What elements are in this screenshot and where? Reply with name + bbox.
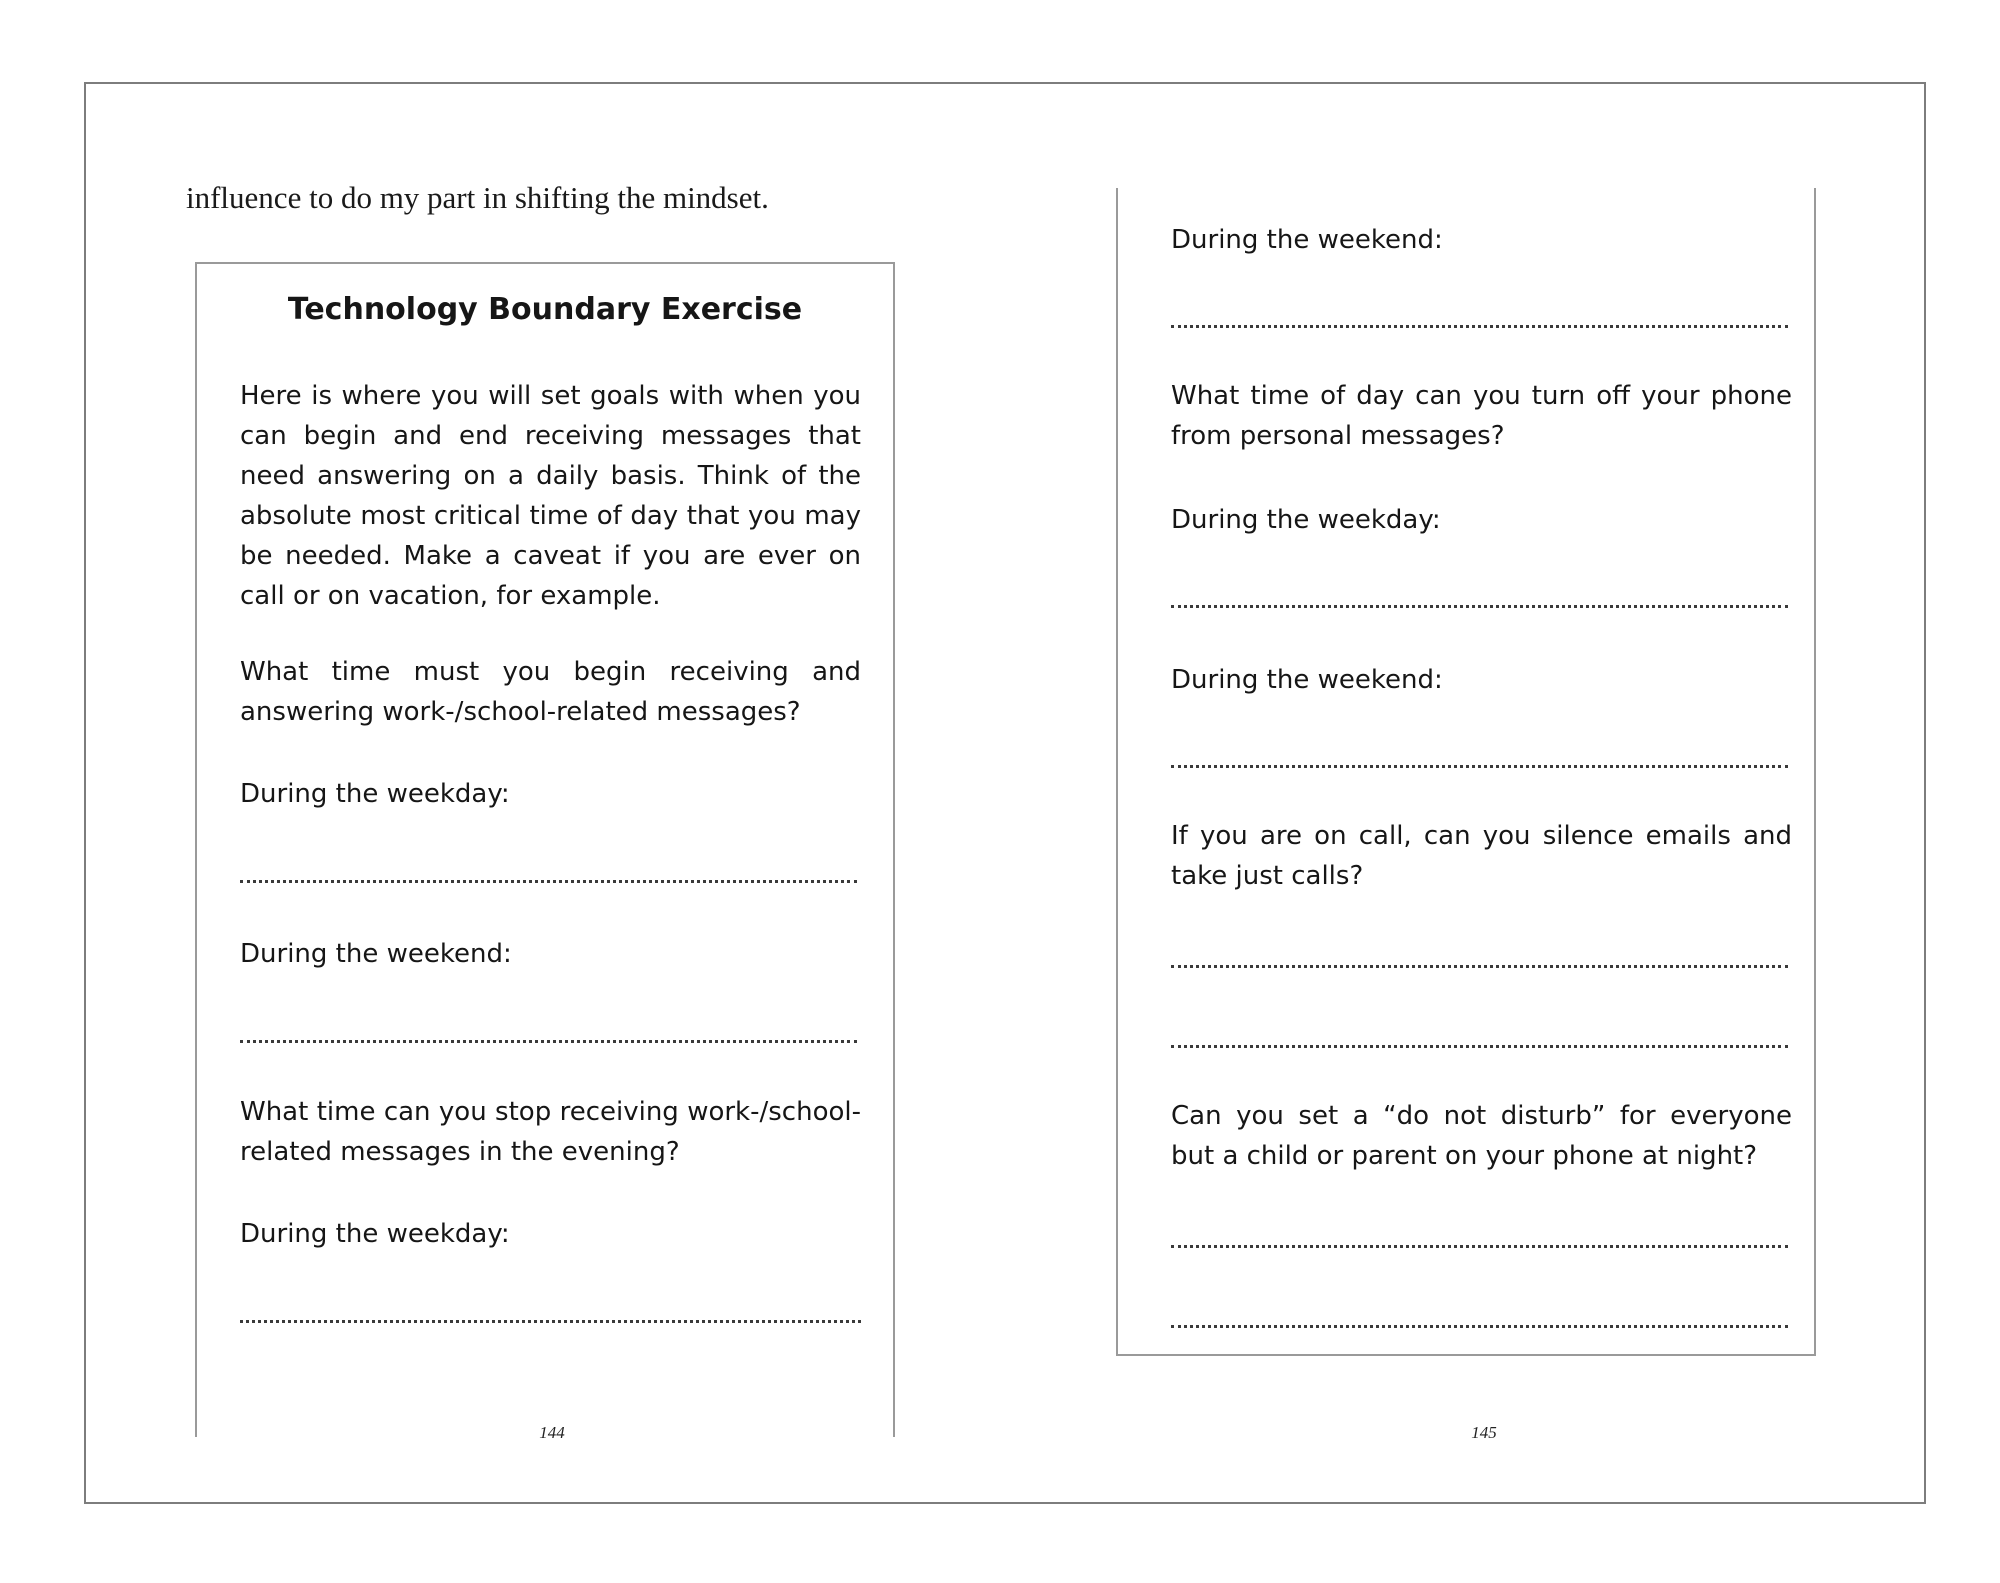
page-number-left: 144	[539, 1423, 565, 1442]
question-do-not-disturb: Can you set a “do not disturb” for everyone but a child or parent on your phone at night?	[1171, 1101, 1792, 1171]
answer-line[interactable]	[1171, 325, 1788, 328]
question-personal-messages: What time of day can you turn off your phone from personal messages?	[1171, 381, 1792, 451]
page-number-right: 145	[1471, 1423, 1497, 1442]
label-weekend: During the weekend:	[240, 939, 512, 969]
answer-line[interactable]	[240, 1040, 857, 1043]
intro-text: influence to do my part in shifting the mindset.	[186, 180, 769, 215]
label-weekend: During the weekend:	[1171, 665, 1443, 695]
exercise-title: Technology Boundary Exercise	[287, 292, 803, 327]
answer-line[interactable]	[1171, 965, 1788, 968]
intro-paragraph: Here is where you will set goals with when you can begin and end receiving messages that need answering on a daily basis. Think of the absolute most critical time of day that you may be needed. Make a caveat if you are ever on call or on vacation, for example.	[240, 381, 861, 611]
answer-line[interactable]	[1171, 765, 1788, 768]
label-weekday: During the weekday:	[240, 1219, 510, 1249]
question-on-call: If you are on call, can you silence emails and take just calls?	[1171, 821, 1792, 891]
answer-line[interactable]	[240, 1320, 861, 1323]
question-begin-messages: What time must you begin receiving and answering work-/school-related messages?	[240, 657, 861, 727]
answer-line[interactable]	[1171, 1045, 1788, 1048]
label-weekday: During the weekday:	[240, 779, 510, 809]
question-stop-messages: What time can you stop receiving work-/school-related messages in the evening?	[240, 1097, 861, 1167]
label-weekday: During the weekday:	[1171, 505, 1441, 535]
answer-line[interactable]	[240, 880, 857, 883]
answer-line[interactable]	[1171, 605, 1788, 608]
exercise-box-right	[1116, 188, 1816, 1356]
label-weekend: During the weekend:	[1171, 225, 1443, 255]
answer-line[interactable]	[1171, 1245, 1788, 1248]
answer-line[interactable]	[1171, 1325, 1788, 1328]
